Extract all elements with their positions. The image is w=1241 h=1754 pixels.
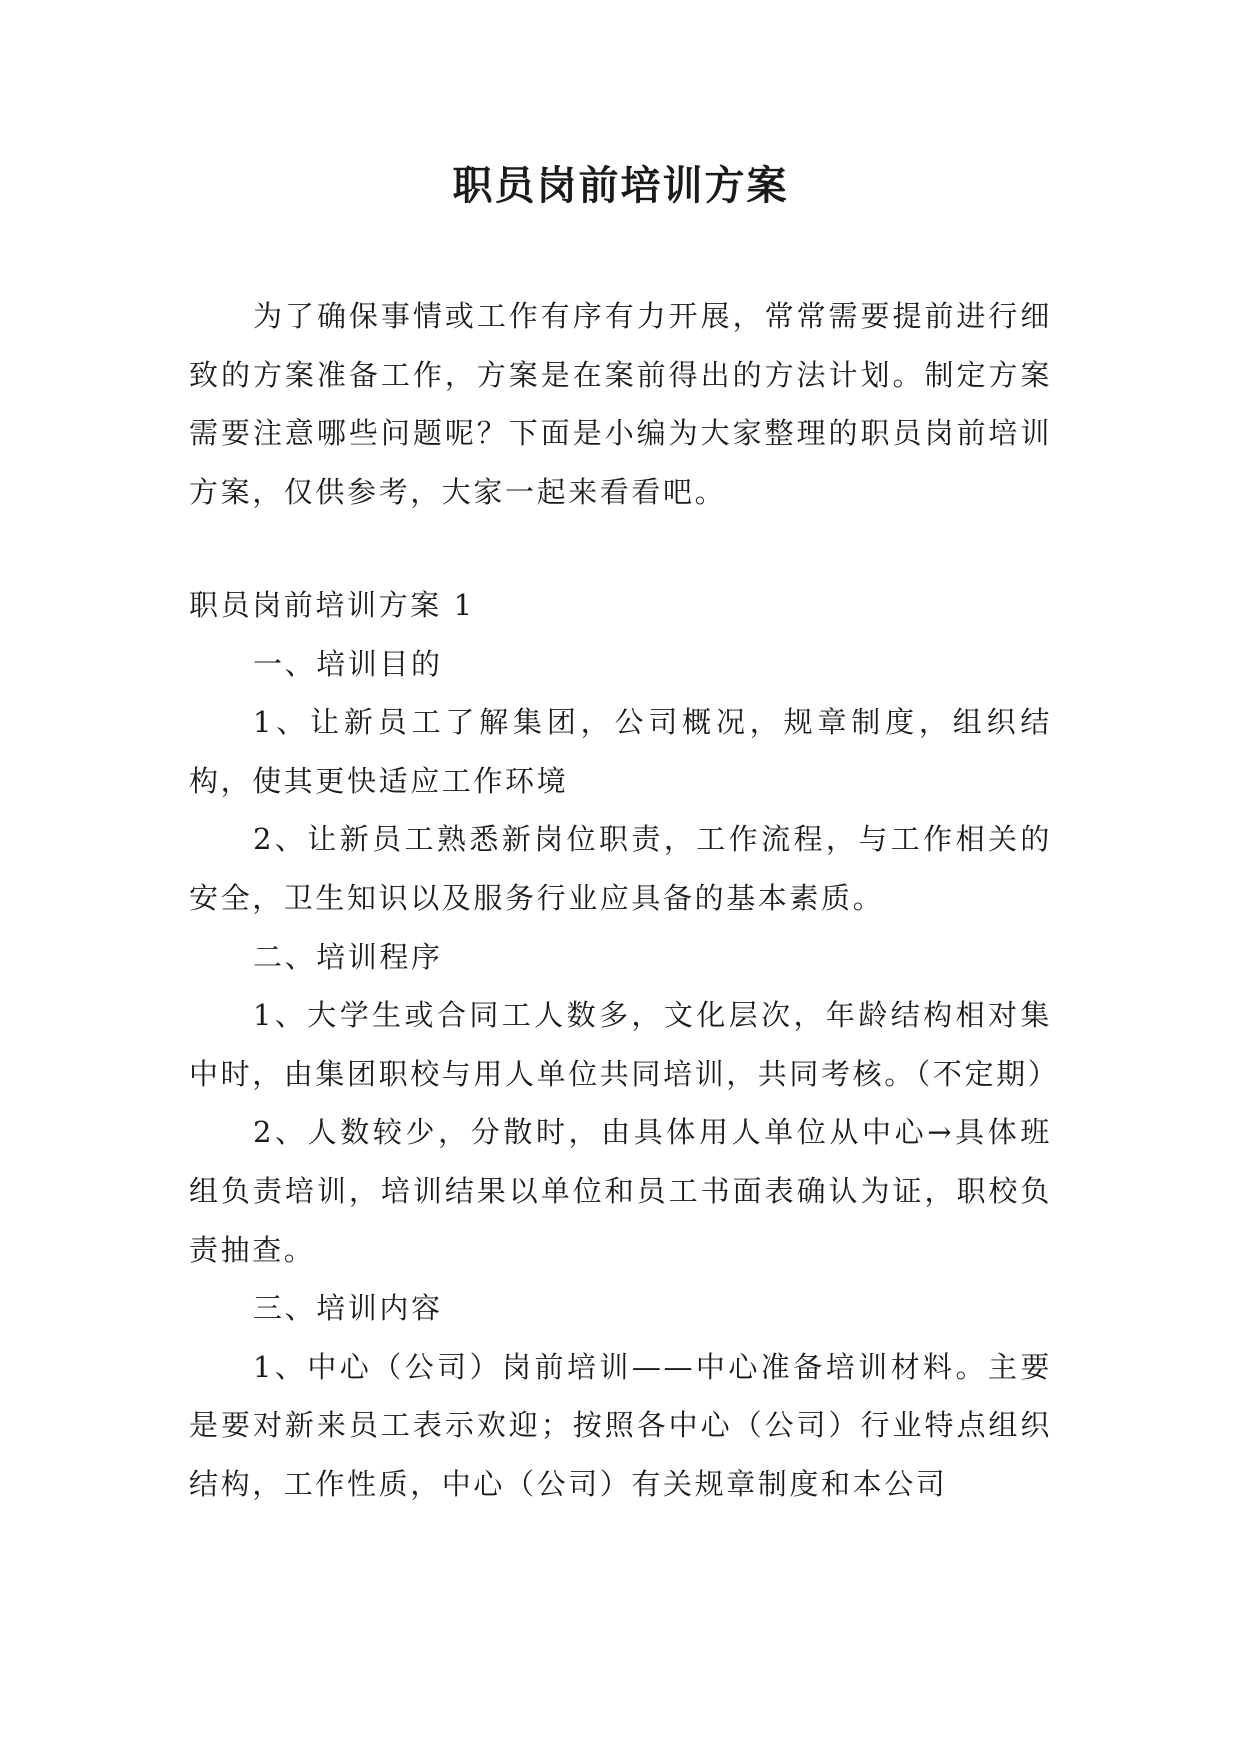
heading-training-procedure: 二、培训程序 [253,939,443,974]
document-title: 职员岗前培训方案 [452,162,789,209]
heading-training-content: 三、培训内容 [253,1291,443,1326]
procedure-item-2: 2、人数较少，分散时，由具体用人单位从中心→具体班组负责培训，培训结果以单位和员工书面表确认为证，职校负责抽查。 [189,1115,1052,1267]
intro-paragraph: 为了确保事情或工作有序有力开展，常常需要提前进行细致的方案准备工作，方案是在案前得出的方法计划。制定方案需要注意哪些问题呢？下面是小编为大家整理的职员岗前培训方案，仅供参考，大家一起来看看吧。 [189,299,1052,509]
section-block [189,576,1060,1514]
intro-block [189,287,1052,521]
purpose-item-1: 1、让新员工了解集团，公司概况，规章制度，组织结构，使其更快适应工作环境 [189,705,1052,798]
content-item-1: 1、中心（公司）岗前培训——中心准备培训材料。主要是要对新来员工表示欢迎；按照各中心（公司）行业特点组织结构，工作性质，中心（公司）有关规章制度和本公司 [189,1349,1052,1501]
section-heading: 职员岗前培训方案 1 [189,588,475,622]
purpose-item-2: 2、让新员工熟悉新岗位职责，工作流程，与工作相关的安全，卫生知识以及服务行业应具备的基本素质。 [189,822,1052,915]
procedure-item-1: 1、大学生或合同工人数多，文化层次，年龄结构相对集中时，由集团职校与用人单位共同培训，共同考核。（不定期） [189,998,1060,1091]
heading-training-purpose: 一、培训目的 [253,646,443,681]
